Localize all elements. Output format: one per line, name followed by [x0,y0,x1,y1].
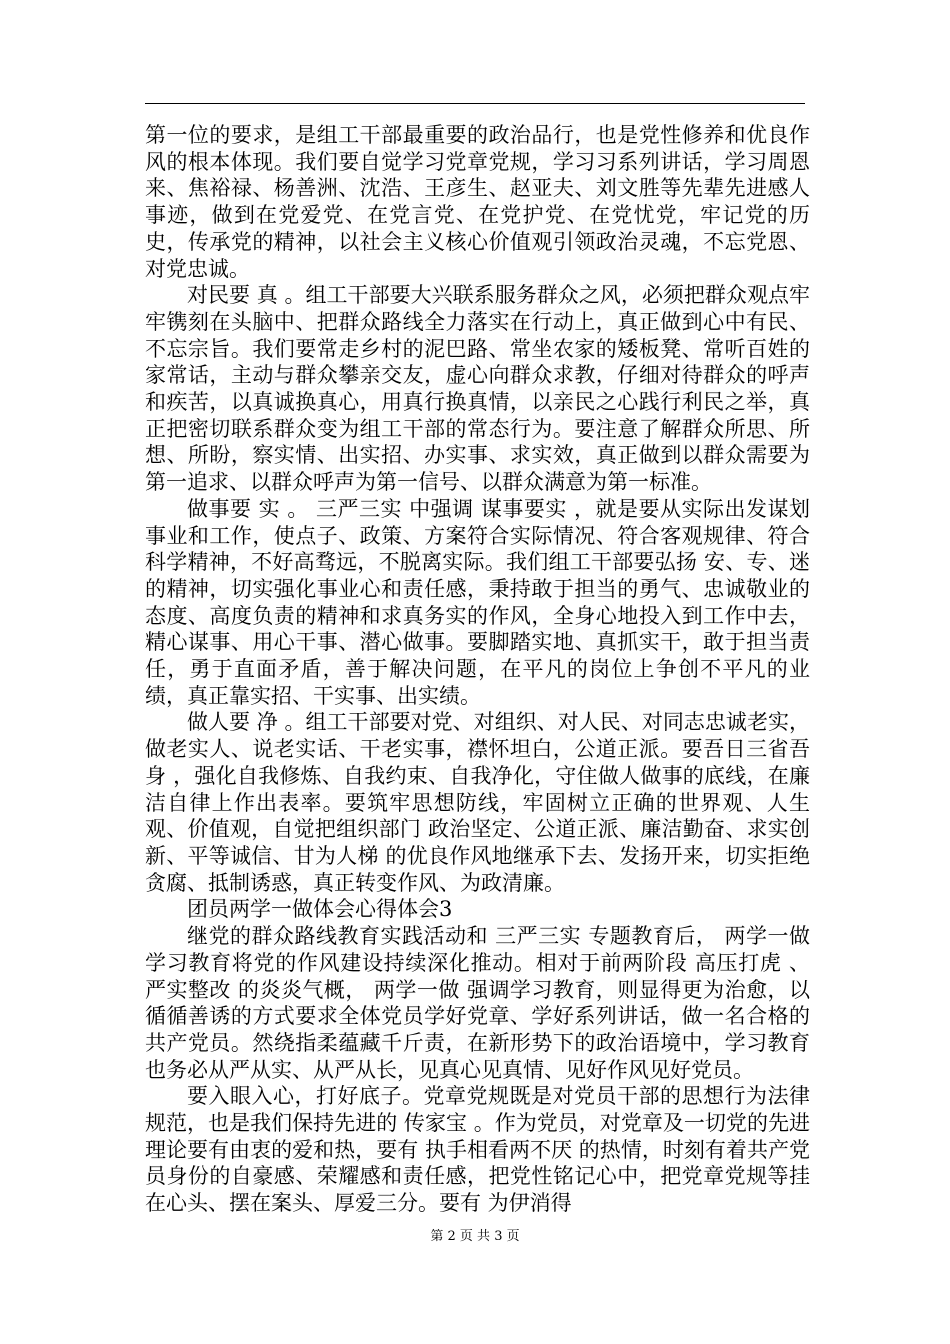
paragraph: 对民要 真 。组工干部要大兴联系服务群众之风，必须把群众观点牢牢镌刻在头脑中、把群众路线全力落实在行动上，真正做到心中有民、不忘宗旨。我们要常走乡村的泥巴路、常坐农家的矮板凳、常听百姓的家常话，主动与群众攀亲交友，虚心向群众求教，仔细对待群众的呼声和疾苦，以真诚换真心，用真行换真情，以亲民之心践行利民之举，真正把密切联系群众变为组工干部的常态行为。要注意了解群众所思、所想、所盼，察实情、出实招、办实事、求实效，真正做到以群众需要为第一追求、以群众呼声为第一信号、以群众满意为第一标准。 [145,283,810,495]
page-number-footer: 第 2 页 共 3 页 [430,1229,520,1244]
header-divider [145,103,805,104]
paragraph: 做人要 净 。组工干部要对党、对组织、对人民、对同志忠诚老实，做老实人、说老实话、干老实事，襟怀坦白，公道正派。要吾日三省吾身 ，强化自我修炼、自我约束、自我净化，守住做人做事的底线，在廉洁自律上作出表率。要筑牢思想防线，牢固树立正确的世界观、人生观、价值观，自觉把组织部门 政治坚定、公道正派、廉洁勤奋、求实创新、平等诚信、甘为人梯 的优良作风地继承下去、发扬开来，切实拒绝贪腐、抵制诱惑，真正转变作风、为政清廉。 [145,710,810,895]
paragraph: 第一位的要求，是组工干部最重要的政治品行，也是党性修养和优良作风的根本体现。我们要自觉学习党章党规，学习习系列讲话，学习周恩来、焦裕禄、杨善洲、沈浩、王彦生、赵亚夫、刘文胜等先辈先进感人事迹，做到在党爱党、在党言党、在党护党、在党忧党，牢记党的历史，传承党的精神，以社会主义核心价值观引领政治灵魂，不忘党恩、对党忠诚。 [145,123,810,281]
paragraph: 做事要 实 。 三严三实 中强调 谋事要实 ，就是要从实际出发谋划事业和工作，使点子、政策、方案符合实际情况、符合客观规律、符合科学精神，不好高骛远，不脱离实际。我们组工干部要弘扬 安、专、迷 的精神，切实强化事业心和责任感，秉持敢于担当的勇气、忠诚敬业的态度、高度负责的精神和求真务实的作风，全身心地投入到工作中去，精心谋事、用心干事、潜心做事。要脚踏实地、真抓实干，敢于担当责任，勇于直面矛盾，善于解决问题，在平凡的岗位上争创不平凡的业绩，真正靠实招、干实事、出实绩。 [145,496,810,708]
paragraph: 继党的群众路线教育实践活动和 三严三实 专题教育后， 两学一做 学习教育将党的作风建设持续深化推动。相对于前两阶段 高压打虎 、 严实整改 的炎炎气概， 两学一做 强调学习教育，则显得更为治愈，以循循善诱的方式要求全体党员学好党章、学好系列讲话，做一名合格的共产党员。然绕指柔蕴藏千斤责，在新形势下的政治语境中，学习教育也务必从严从实、从严从长，见真心见真情、见好作风见好党员。 [145,924,810,1082]
paragraph: 要入眼入心，打好底子。党章党规既是对党员干部的思想行为法律规范，也是我们保持先进的 传家宝 。作为党员，对党章及一切党的先进理论要有由衷的爱和热，要有 执手相看两不厌 的热情，时刻有着共产党员身份的自豪感、荣耀感和责任感，把党性铭记心中，把党章党规等挂在心头、摆在案头、厚爱三分。要有 为伊消得 [145,1084,810,1216]
document-body [145,122,810,1217]
section-heading: 团员两学一做体会心得体会3 [187,897,453,922]
